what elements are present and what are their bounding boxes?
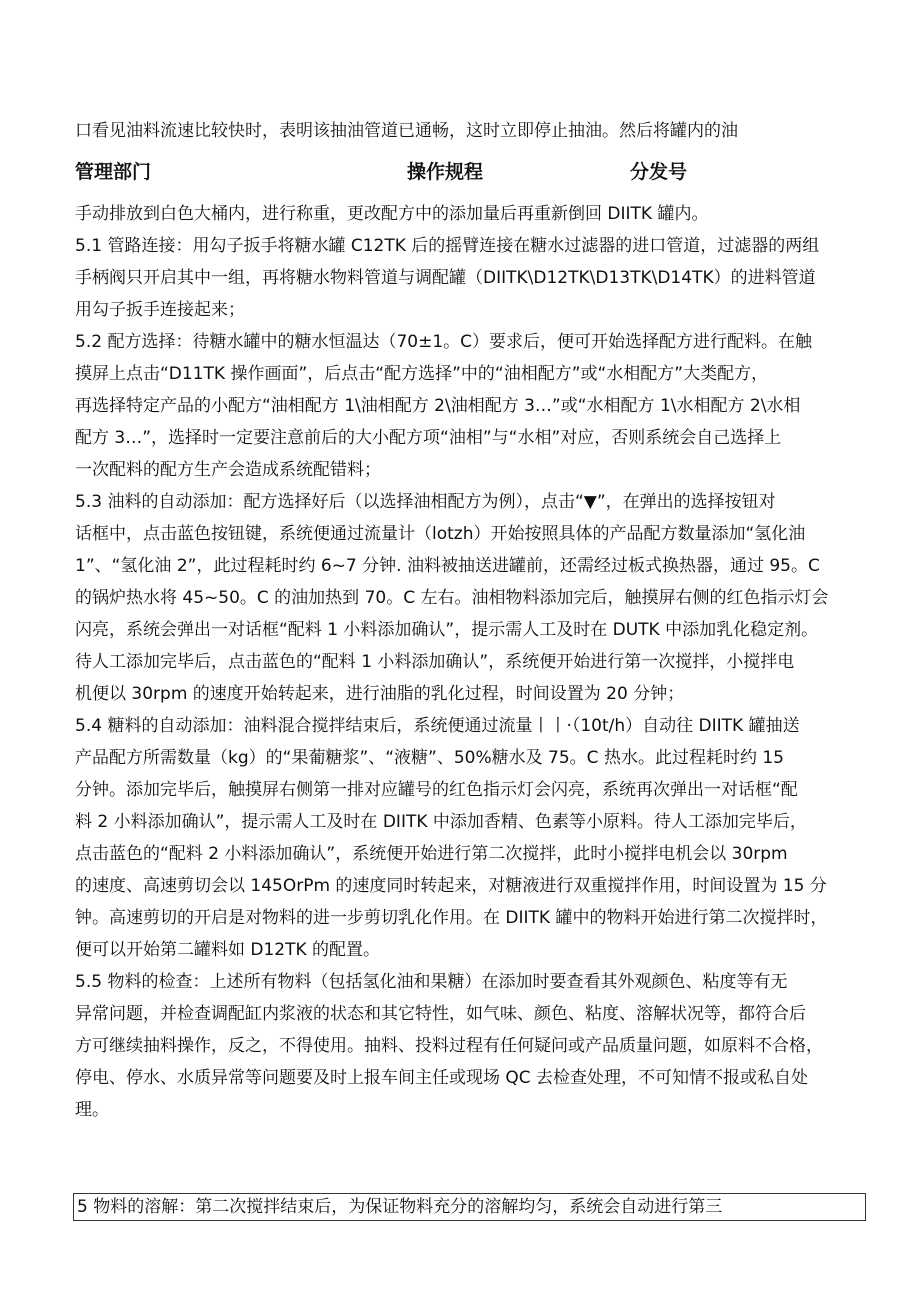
body-line: 停电、停水、水质异常等问题要及时上报车间主任或现场 QC 去检查处理，不可知情不报或私自处: [75, 1068, 809, 1088]
body-line: 分钟。添加完毕后，触摸屏右侧第一排对应罐号的红色指示灯会闪亮，系统再次弹出一对话框“配: [75, 780, 798, 800]
body-line: 点击蓝色的“配料 2 小料添加确认”，系统便开始进行第二次搅拌，此时小搅拌电机会以 30rpm: [75, 844, 788, 864]
body-line: 配方 3…”，选择时一定要注意前后的大小配方项“油相”与“水相”对应，否则系统会自己选择上: [75, 428, 782, 448]
header-department: 管理部门: [75, 161, 152, 183]
boxed-line-container: [73, 1193, 866, 1221]
top-line: 口看见油料流速比较快时，表明该抽油管道已通畅，这时立即停止抽油。然后将罐内的油: [75, 121, 738, 141]
body-line: 手动排放到白色大桶内，进行称重，更改配方中的添加量后再重新倒回 DIITK 罐内。: [75, 204, 709, 224]
page-header: [0, 157, 920, 183]
body-line: 摸屏上点击“D11TK 操作画面”，后点击“配方选择”中的“油相配方”或“水相配方”大类配方，: [75, 364, 769, 384]
body-line: 的锅炉热水将 45~50。C 的油加热到 70。C 左右。油相物料添加完后，触摸屏右侧的红色指示灯会: [75, 588, 829, 608]
body-line: 一次配料的配方生产会造成系统配错料；: [75, 460, 381, 480]
body-line: 方可继续抽料操作，反之，不得使用。抽料、投料过程有任何疑问或产品质量问题，如原料不合格，: [75, 1036, 823, 1056]
body-line: 闪亮，系统会弹出一对话框“配料 1 小料添加确认”，提示需人工及时在 DUTK 中添加乳化稳定剂。: [75, 620, 819, 640]
body-line: 5.5 物料的检查：上述所有物料（包括氢化油和果糖）在添加时要查看其外观颜色、粘度等有无: [75, 972, 788, 992]
body-line: 待人工添加完毕后，点击蓝色的“配料 1 小料添加确认”，系统便开始进行第一次搅拌，小搅拌电: [75, 652, 795, 672]
body-line: 的速度、高速剪切会以 145OrPm 的速度同时转起来，对糖液进行双重搅拌作用，时间设置为 15 分: [75, 876, 827, 896]
body-line: 异常问题，并检查调配缸内浆液的状态和其它特性，如气味、颜色、粘度、溶解状况等，都符合后: [75, 1004, 806, 1024]
body-line: 手柄阀只开启其中一组，再将糖水物料管道与调配罐（DIITK\D12TK\D13TK\D14TK）的进料管道: [75, 268, 816, 288]
body-line: 理。: [75, 1100, 109, 1120]
body-line: 5.2 配方选择：待糖水罐中的糖水恒温达（70±1。C）要求后，便可开始选择配方进行配料。在触: [75, 332, 812, 352]
body-line: 再选择特定产品的小配方“油相配方 1\油相配方 2\油相配方 3…”或“水相配方 1\水相配方 2\水相: [75, 396, 801, 416]
body-line: 产品配方所需数量（kg）的“果葡糖浆”、“液糖”、50%糖水及 75。C 热水。此过程耗时约 15: [75, 748, 784, 768]
header-procedure: 操作规程: [407, 161, 484, 183]
body-line: 5.4 糖料的自动添加：油料混合搅拌结束后，系统便通过流量丨丨·（10t∕h）自动往 DIITK 罐抽送: [75, 716, 800, 736]
body-line: 用勾子扳手连接起来；: [75, 300, 245, 320]
body-line: 5.1 管路连接：用勾子扳手将糖水罐 C12TK 后的摇臂连接在糖水过滤器的进口管道，过滤器的两组: [75, 236, 820, 256]
body-line: 钟。高速剪切的开启是对物料的进一步剪切乳化作用。在 DIITK 罐中的物料开始进行第二次搅拌时，: [75, 908, 828, 928]
boxed-line: 5 物料的溶解：第二次搅拌结束后，为保证物料充分的溶解均匀，系统会自动进行第三: [77, 1197, 723, 1217]
body-line: 料 2 小料添加确认”，提示需人工及时在 DIITK 中添加香精、色素等小原料。待人工添加完毕后，: [75, 812, 807, 832]
body-line: 1”、“氢化油 2”，此过程耗时约 6~7 分钟. 油料被抽送进罐前，还需经过板式换热器，通过 95。C: [75, 556, 820, 576]
body-line: 机便以 30rpm 的速度开始转起来，进行油脂的乳化过程，时间设置为 20 分钟；: [75, 684, 685, 704]
body-line: 5.3 油料的自动添加：配方选择好后（以选择油相配方为例），点击“▼”，在弹出的选择按钮对: [75, 492, 776, 512]
body-line: 话框中，点击蓝色按钮键，系统便通过流量计（lotzh）开始按照具体的产品配方数量添加“氢化油: [75, 524, 806, 544]
header-distribution: 分发号: [630, 161, 688, 183]
body-line: 便可以开始第二罐料如 D12TK 的配置。: [75, 940, 381, 960]
